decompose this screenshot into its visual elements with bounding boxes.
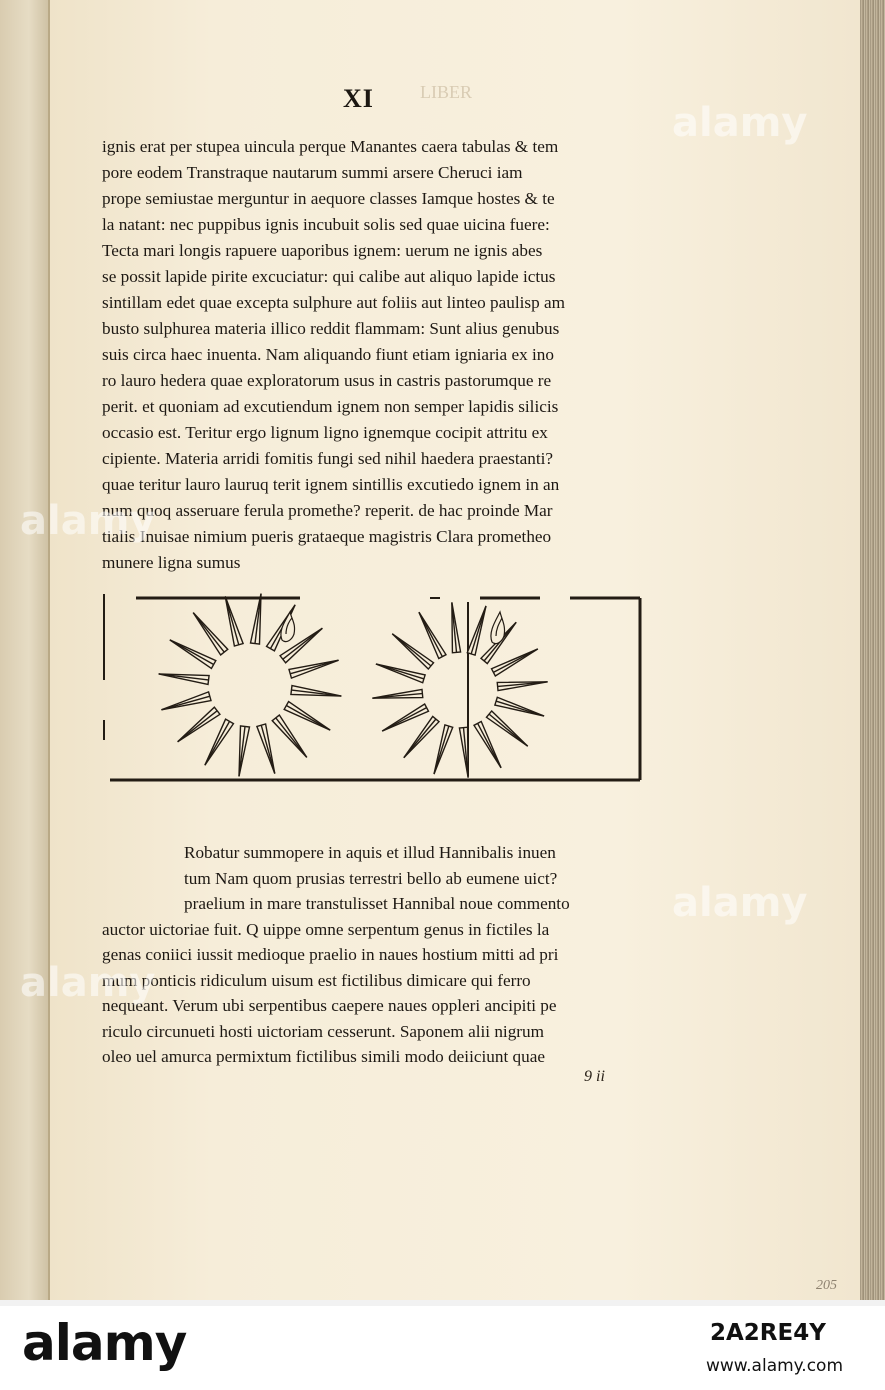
sun-ray-line bbox=[419, 612, 442, 656]
text-line: pore eodem Transtraque nautarum summi arsere Cheruci iam bbox=[102, 163, 523, 182]
text-line: oleo uel amurca permixtum fictilibus simili modo deiiciunt quae bbox=[102, 1047, 545, 1066]
sun-ray-line bbox=[404, 719, 436, 757]
text-line: cipiente. Materia arridi fomitis fungi sed nihil haedera praestanti? bbox=[102, 449, 554, 468]
sun-ray-line bbox=[494, 649, 538, 672]
sun-ray-line bbox=[496, 701, 544, 716]
text-line: Tecta mari longis rapuere uaporibus ignem: uerum ne ignis abes bbox=[102, 241, 543, 260]
bleed-through-text: LIBER bbox=[420, 82, 472, 102]
sun-ray-line bbox=[287, 706, 331, 731]
sun-ray-line bbox=[382, 708, 426, 731]
text-line: quae teritur lauro lauruq terit ignem sintillis excutiedo ignem in an bbox=[102, 475, 560, 494]
alamy-logo: alamy bbox=[22, 1314, 187, 1372]
sun-ray-line bbox=[205, 722, 230, 766]
text-line: genas coniici iussit medioque praelio in naues hostium mitti ad pri bbox=[102, 945, 559, 964]
text-line: busto sulphurea materia illico reddit flammam: Sunt alius genubus bbox=[102, 319, 560, 338]
image-id: 2A2RE4Y bbox=[710, 1320, 826, 1346]
text-line: ro lauro hedera quae exploratorum usus in castris pastorumque re bbox=[102, 371, 552, 390]
watermark: alamy bbox=[672, 880, 808, 926]
text-line: prope semiustae merguntur in aequore classes Iamque hostes & te bbox=[102, 189, 555, 208]
stock-footer bbox=[0, 1300, 885, 1390]
watermark: alamy bbox=[672, 100, 808, 146]
sun-ray-line bbox=[471, 606, 486, 654]
woodcut-frame bbox=[104, 594, 640, 780]
corner-pencil-note: 205 bbox=[816, 1278, 837, 1293]
sun-ray-line bbox=[276, 718, 307, 757]
text-line: Robatur summopere in aquis et illud Hannibalis inuen bbox=[184, 843, 556, 862]
sun-ray-line bbox=[290, 660, 338, 673]
text-line: num quoq asseruare ferula promethe? reperit. de hac proinde Mar bbox=[102, 501, 553, 520]
sun-ray-line bbox=[261, 725, 274, 773]
sun-ray-line bbox=[225, 596, 238, 644]
sun-ray-line bbox=[178, 711, 217, 742]
signature-mark: 9 ii bbox=[584, 1068, 605, 1085]
sun-ray-line bbox=[434, 726, 449, 774]
sun-ray-line bbox=[193, 613, 224, 652]
text-line: la natant: nec puppibus ignis incubuit solis sed quae uicina fuere: bbox=[102, 215, 550, 234]
watermark: alamy bbox=[20, 498, 156, 544]
text-line: tum Nam quom prusias terrestri bello ab eumene uict? bbox=[184, 868, 558, 888]
page-fore-edge bbox=[860, 0, 885, 1300]
text-line: munere ligna sumus bbox=[102, 553, 241, 572]
text-line: tialis Inuisae nimium pueris grataeque magistris Clara prometheo bbox=[102, 527, 552, 546]
text-line: occasio est. Teritur ergo lignum ligno ignemque cocipit attritu ex bbox=[102, 423, 548, 442]
watermark: alamy bbox=[20, 960, 156, 1006]
flame-left bbox=[281, 612, 295, 642]
site-url: www.alamy.com bbox=[706, 1356, 844, 1376]
text-line: sintillam edet quae excepta sulphure aut foliis aut linteo paulisp am bbox=[102, 293, 565, 312]
sun-ray-line bbox=[489, 714, 527, 746]
folio-number: XI bbox=[343, 84, 374, 113]
sun-ray-line bbox=[161, 696, 209, 709]
text-line: auctor uictoriae fuit. Q uippe omne serpentum genus in fictiles la bbox=[102, 919, 550, 939]
flame-right bbox=[491, 612, 505, 644]
text-line: mum ponticis ridiculum uisum est fictilibus dimicare qui ferro bbox=[102, 970, 531, 990]
text-line: nequeant. Verum ubi serpentibus caepere naues oppleri ancipiti pe bbox=[102, 996, 557, 1015]
text-line: ignis erat per stupea uincula perque Manantes caera tabulas & tem bbox=[102, 137, 559, 156]
footer-divider bbox=[0, 1300, 885, 1306]
sun-ray-line bbox=[376, 664, 424, 679]
left-page-edge bbox=[0, 0, 50, 1300]
sun-ray-line bbox=[170, 640, 214, 665]
sun-ray-line bbox=[478, 724, 501, 768]
paragraph-2 bbox=[102, 840, 662, 1070]
text-line: se possit lapide pirite excuciatur: qui calibe aut aliquo lapide ictus bbox=[102, 267, 556, 286]
sun-ray-line bbox=[392, 634, 430, 666]
text-line: suis circa haec inuenta. Nam aliquando fiunt etiam igniaria ex ino bbox=[102, 345, 554, 364]
sunburst-left bbox=[159, 594, 342, 777]
text-line: riculo circunueti hosti uictoriam cesserunt. Saponem alii nigrum bbox=[102, 1021, 544, 1041]
paragraph-1 bbox=[102, 134, 662, 576]
text-line: perit. et quoniam ad excutiendum ignem non semper lapidis silicis bbox=[102, 397, 559, 416]
woodcut-illustration bbox=[100, 590, 650, 790]
text-line: praelium in mare transtulisset Hannibal noue commento bbox=[184, 894, 570, 913]
sunburst-right bbox=[372, 602, 547, 777]
